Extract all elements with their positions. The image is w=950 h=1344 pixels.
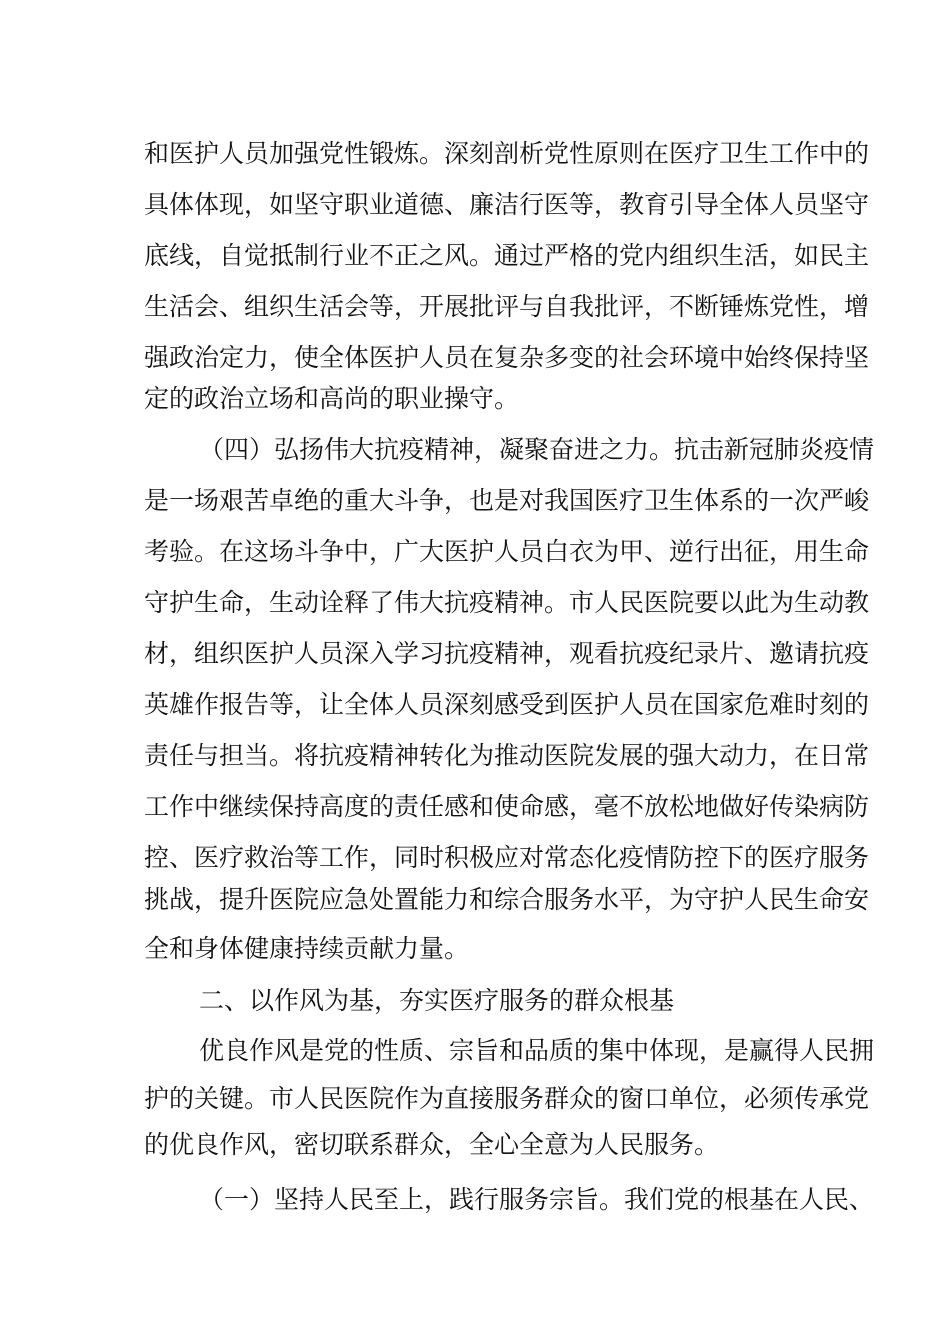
text-line: （四）弘扬伟大抗疫精神，凝聚奋进之力。抗击新冠肺炎疫情 (199, 435, 875, 464)
text-line: 的优良作风，密切联系群众，全心全意为人民服务。 (144, 1130, 720, 1159)
text-line: 强政治定力，使全体医护人员在复杂多变的社会环境中始终保持坚 (144, 343, 870, 372)
text-line: 具体体现，如坚守职业道德、廉洁行医等，教育引导全体人员坚守 (144, 190, 870, 219)
text-line: 责任与担当。将抗疫精神转化为推动医院发展的强大动力，在日常 (144, 741, 870, 770)
text-line: 是一场艰苦卓绝的重大斗争，也是对我国医疗卫生体系的一次严峻 (144, 486, 870, 515)
text-line: 护的关键。市人民医院作为直接服务群众的窗口单位，必须传承党 (144, 1084, 870, 1113)
text-line: 定的政治立场和高尚的职业操守。 (144, 384, 520, 413)
text-line: 材，组织医护人员深入学习抗疫精神，观看抗疫纪录片、邀请抗疫 (144, 639, 870, 668)
text-line: 优良作风是党的性质、宗旨和品质的集中体现，是赢得人民拥 (199, 1036, 875, 1065)
text-line: 全和身体健康持续贡献力量。 (144, 934, 470, 963)
text-line: 英雄作报告等，让全体人员深刻感受到医护人员在国家危难时刻的 (144, 690, 870, 719)
text-line: 工作中继续保持高度的责任感和使命感，毫不放松地做好传染病防 (144, 792, 870, 821)
text-line: 考验。在这场斗争中，广大医护人员白衣为甲、逆行出征，用生命 (144, 537, 870, 566)
text-line: 挑战，提升医院应急处置能力和综合服务水平，为守护人民生命安 (144, 885, 870, 914)
text-line: 控、医疗救治等工作，同时积极应对常态化疫情防控下的医疗服务 (144, 843, 870, 872)
text-line: （一）坚持人民至上，践行服务宗旨。我们党的根基在人民、 (199, 1185, 875, 1214)
section-heading: 二、以作风为基，夯实医疗服务的群众根基 (199, 986, 675, 1015)
text-line: 底线，自觉抵制行业不正之风。通过严格的党内组织生活，如民主 (144, 241, 870, 270)
text-line: 守护生命，生动诠释了伟大抗疫精神。市人民医院要以此为生动教 (144, 588, 870, 617)
text-line: 生活会、组织生活会等，开展批评与自我批评，不断锤炼党性，增 (144, 292, 870, 321)
text-line: 和医护人员加强党性锻炼。深刻剖析党性原则在医疗卫生工作中的 (144, 139, 870, 168)
